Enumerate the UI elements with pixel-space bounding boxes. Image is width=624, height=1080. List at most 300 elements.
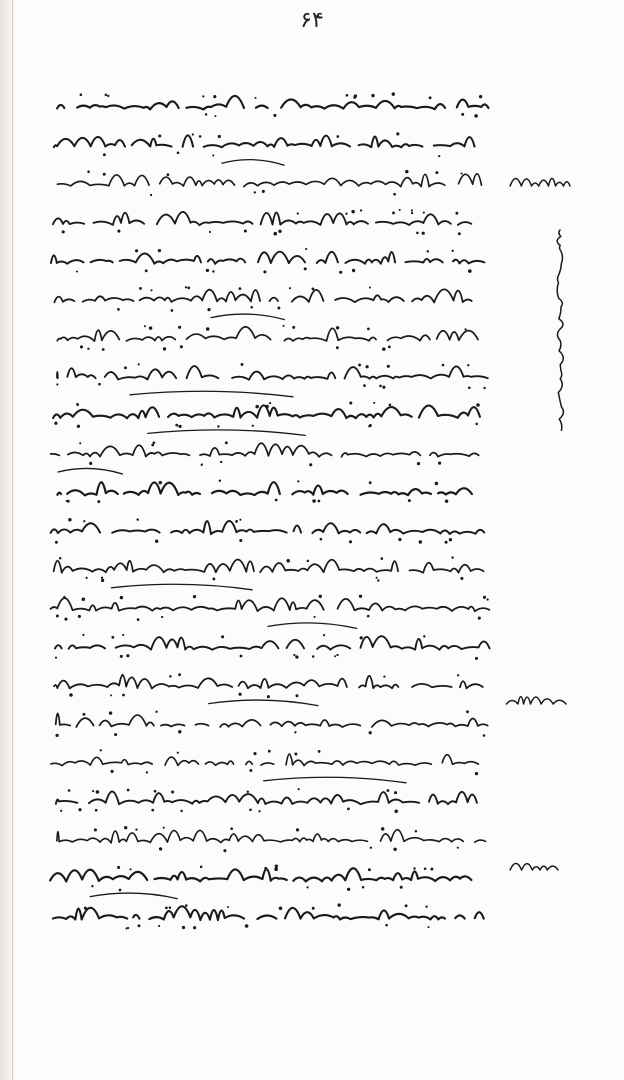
script-line — [51, 252, 484, 264]
diacritic-dot — [109, 711, 112, 714]
diacritic-dot — [295, 655, 298, 658]
diacritic-dot — [151, 809, 154, 812]
diacritic-dot — [286, 559, 290, 563]
diacritic-dot — [466, 710, 469, 713]
diacritic-dot — [394, 791, 397, 794]
script-line — [56, 792, 477, 805]
diacritic-dot — [213, 95, 216, 98]
diacritic-dot — [98, 383, 101, 386]
script-line — [54, 675, 483, 688]
diacritic-dot — [100, 749, 102, 751]
diacritic-dot — [127, 789, 130, 792]
diacritic-dot — [373, 402, 375, 404]
diacritic-dot — [177, 151, 180, 154]
diacritic-dot — [95, 809, 98, 812]
diacritic-dot — [336, 346, 339, 349]
script-line — [51, 521, 485, 534]
diacritic-dot — [388, 346, 391, 349]
diacritic-dot — [360, 209, 362, 211]
diacritic-dot — [239, 539, 242, 542]
diacritic-dot — [177, 752, 179, 754]
diacritic-dot — [127, 927, 129, 929]
diacritic-dot — [96, 790, 99, 793]
diacritic-dot — [468, 387, 471, 390]
diacritic-dot — [275, 499, 278, 502]
diacritic-dot — [268, 750, 271, 753]
diacritic-dot — [227, 906, 229, 908]
script-line — [57, 366, 488, 380]
diacritic-dot — [339, 271, 342, 274]
diacritic-dot — [151, 444, 154, 447]
diacritic-dot — [392, 92, 395, 95]
diacritic-dot — [135, 828, 137, 830]
diacritic-dot — [206, 327, 210, 331]
diacritic-dot — [318, 750, 321, 753]
diacritic-dot — [419, 540, 422, 543]
diacritic-dot — [292, 326, 295, 329]
diacritic-dot — [150, 194, 152, 196]
diacritic-dot — [334, 655, 336, 657]
diacritic-dot — [283, 325, 285, 327]
diacritic-dot — [265, 405, 268, 408]
diacritic-dot — [239, 287, 242, 290]
diacritic-dot — [360, 636, 363, 639]
diacritic-dot — [158, 134, 161, 137]
diacritic-dot — [427, 250, 429, 252]
diacritic-dot — [212, 270, 214, 272]
diacritic-dot — [244, 229, 247, 232]
diacritic-dot — [76, 403, 79, 406]
diacritic-dot — [91, 885, 93, 887]
diacritic-dot — [180, 345, 183, 348]
diacritic-dot — [460, 172, 462, 174]
diacritic-dot — [413, 867, 415, 869]
diacritic-dot — [475, 772, 478, 775]
diacritic-dot — [239, 519, 241, 521]
diacritic-dot — [411, 209, 413, 211]
diacritic-dot — [178, 673, 181, 676]
diacritic-dot — [269, 402, 271, 404]
diacritic-dot — [163, 347, 166, 350]
diacritic-dot — [368, 425, 370, 427]
diacritic-dot — [274, 867, 278, 871]
diacritic-dot — [393, 193, 396, 196]
diacritic-dot — [178, 730, 182, 734]
diacritic-dot — [212, 154, 214, 156]
diacritic-dot — [416, 232, 419, 235]
diacritic-dot — [369, 731, 372, 734]
diacritic-dot — [122, 694, 125, 697]
diacritic-dot — [422, 232, 425, 235]
diacritic-dot — [120, 596, 123, 599]
diacritic-dot — [82, 634, 84, 636]
diacritic-dot — [155, 711, 157, 713]
margin-note — [510, 863, 558, 870]
diacritic-dot — [467, 364, 469, 366]
diacritic-dot — [458, 232, 461, 235]
diacritic-dot — [262, 190, 265, 193]
diacritic-dot — [423, 212, 425, 214]
diacritic-dot — [479, 95, 482, 98]
script-line — [57, 96, 488, 110]
diacritic-dot — [68, 518, 72, 522]
script-line — [57, 174, 481, 187]
diacritic-dot — [209, 231, 211, 233]
diacritic-dot — [347, 808, 350, 811]
diacritic-dot — [146, 771, 148, 773]
diacritic-dot — [305, 248, 307, 250]
diacritic-dot — [241, 363, 244, 366]
diacritic-dot — [319, 595, 322, 598]
diacritic-dot — [430, 868, 433, 871]
diacritic-dot — [212, 577, 215, 580]
diacritic-dot — [121, 674, 123, 676]
diacritic-dot — [304, 267, 307, 270]
diacritic-dot — [87, 170, 90, 173]
diacritic-dot — [460, 577, 463, 580]
diacritic-dot — [277, 307, 280, 310]
diacritic-dot — [289, 287, 291, 289]
diacritic-dot — [124, 366, 127, 369]
diacritic-dot — [457, 674, 459, 676]
diacritic-dot — [180, 810, 182, 812]
diacritic-dot — [275, 864, 278, 867]
diacritic-dot — [254, 191, 256, 193]
diacritic-dot — [362, 886, 365, 889]
diacritic-dot — [86, 577, 88, 579]
diacritic-dot — [193, 926, 196, 929]
diacritic-dot — [54, 422, 57, 425]
diacritic-dot — [417, 462, 420, 465]
diacritic-dot — [478, 617, 481, 620]
diacritic-dot — [55, 541, 58, 544]
diacritic-dot — [221, 635, 224, 638]
diacritic-dot — [158, 925, 160, 927]
diacritic-dot — [396, 132, 399, 135]
diacritic-dot — [323, 634, 325, 636]
diacritic-dot — [445, 541, 448, 544]
diacritic-dot — [161, 616, 163, 618]
diacritic-dot — [468, 269, 472, 273]
script-line — [51, 598, 490, 611]
diacritic-dot — [55, 734, 58, 737]
diacritic-dot — [83, 520, 85, 522]
diacritic-dot — [445, 499, 448, 502]
diacritic-dot — [105, 94, 108, 97]
margin-note — [510, 178, 570, 186]
margin-annotations — [507, 178, 570, 870]
diacritic-dot — [385, 924, 388, 927]
diacritic-dot — [63, 596, 65, 598]
diacritic-dot — [158, 249, 161, 252]
diacritic-dot — [64, 618, 67, 621]
diacritic-dot — [101, 579, 104, 582]
diacritic-dot — [367, 328, 370, 331]
script-line — [55, 636, 490, 650]
diacritic-dot — [207, 308, 210, 311]
diacritic-dot — [449, 538, 452, 541]
diacritic-dot — [486, 598, 488, 600]
diacritic-dot — [452, 250, 454, 252]
diacritic-dot — [298, 788, 300, 790]
diacritic-dot — [425, 906, 427, 908]
diacritic-dot — [337, 903, 340, 906]
diacritic-dot — [307, 886, 309, 888]
diacritic-dot — [387, 365, 390, 368]
diacritic-dot — [76, 270, 78, 272]
diacritic-dot — [178, 425, 181, 428]
diacritic-dot — [59, 557, 62, 560]
diacritic-dot — [120, 655, 123, 658]
diacritic-dot — [87, 348, 89, 350]
overline-stroke — [211, 314, 284, 320]
diacritic-dot — [423, 635, 425, 637]
diacritic-dot — [294, 752, 297, 755]
diacritic-dot — [78, 615, 81, 618]
diacritic-dot — [165, 907, 168, 910]
diacritic-dot — [461, 113, 464, 116]
diacritic-dot — [455, 212, 458, 215]
diacritic-dot — [201, 463, 203, 465]
diacritic-dot — [408, 499, 411, 502]
diacritic-dot — [352, 269, 355, 272]
diacritic-dot — [297, 480, 299, 482]
diacritic-dot — [475, 423, 478, 426]
overline-stroke — [111, 584, 252, 590]
script-line — [41, 212, 471, 225]
diacritic-dot — [483, 596, 486, 599]
diacritic-dot — [66, 500, 68, 502]
diacritic-dot — [475, 657, 478, 660]
diacritic-dot — [130, 868, 132, 870]
diacritic-dot — [314, 616, 316, 618]
diacritic-dot — [369, 481, 372, 484]
diacritic-dot — [117, 866, 120, 869]
diacritic-dot — [175, 424, 178, 427]
diacritic-dot — [392, 211, 395, 214]
script-line — [51, 443, 479, 457]
diacritic-dot — [429, 96, 432, 99]
diacritic-dot — [318, 500, 321, 503]
diacritic-dot — [279, 907, 283, 911]
diacritic-dot — [394, 810, 398, 814]
script-line — [51, 754, 479, 766]
diacritic-dot — [145, 269, 148, 272]
diacritic-dot — [435, 171, 438, 174]
diacritic-dot — [336, 326, 339, 329]
diacritic-dot — [149, 326, 152, 329]
diacritic-dot — [349, 540, 352, 543]
script-line — [45, 135, 475, 147]
diacritic-dot — [185, 904, 188, 907]
diacritic-dot — [293, 654, 295, 656]
diacritic-dot — [249, 769, 252, 772]
diacritic-dot — [84, 907, 87, 910]
diacritic-dot — [111, 636, 114, 639]
overline-stroke — [222, 160, 284, 166]
diacritic-dot — [312, 499, 316, 503]
diacritic-dot — [365, 365, 368, 368]
diacritic-dot — [451, 556, 453, 558]
diacritic-dot — [379, 385, 382, 388]
diacritic-dot — [56, 615, 59, 618]
diacritic-dot — [254, 97, 256, 99]
diacritic-dot — [435, 482, 438, 485]
diacritic-dot — [193, 595, 196, 598]
diacritic-dot — [144, 325, 146, 327]
diacritic-dot — [102, 348, 105, 351]
diacritic-dot — [249, 808, 252, 811]
overline-stroke — [268, 623, 357, 629]
diacritic-dot — [55, 657, 57, 659]
diacritic-dot — [124, 826, 127, 829]
page-number: ۶۴ — [300, 8, 324, 33]
diacritic-dot — [110, 694, 112, 696]
diacritic-dot — [150, 289, 152, 291]
diacritic-dot — [370, 847, 372, 849]
diacritic-dot — [424, 868, 427, 871]
diacritic-dot — [380, 557, 383, 560]
diacritic-dot — [205, 113, 207, 115]
diacritic-dot — [405, 170, 408, 173]
diacritic-dot — [185, 286, 187, 288]
diacritic-dot — [103, 173, 106, 176]
diacritic-dot — [154, 790, 157, 793]
diacritic-dot — [238, 693, 241, 696]
diacritic-dot — [214, 115, 216, 117]
diacritic-dot — [297, 212, 299, 214]
diacritic-dot — [171, 790, 174, 793]
diacritic-dot — [263, 270, 266, 273]
diacritic-dot — [371, 94, 374, 97]
diacritic-dot — [136, 518, 138, 520]
diacritic-dot — [220, 461, 222, 463]
diacritic-dot — [69, 693, 73, 697]
diacritic-dot — [474, 114, 478, 118]
diacritic-dot — [377, 579, 379, 581]
diacritic-dot — [119, 889, 122, 892]
diacritic-dot — [117, 230, 120, 233]
diacritic-dot — [294, 731, 296, 733]
diacritic-dot — [255, 405, 259, 409]
diacritic-dot — [398, 538, 401, 541]
diacritic-dot — [155, 540, 158, 543]
diacritic-dot — [351, 210, 355, 214]
diacritic-dot — [368, 868, 371, 871]
diacritic-dot — [278, 230, 281, 233]
diacritic-dot — [483, 387, 485, 389]
diacritic-dot — [240, 655, 243, 658]
diacritic-dot — [82, 598, 86, 602]
script-line — [56, 713, 488, 727]
diacritic-dot — [389, 403, 392, 406]
overline-stroke — [130, 391, 293, 397]
diacritic-dot — [235, 520, 238, 523]
diacritic-dot — [122, 634, 124, 636]
diacritic-dot — [309, 463, 312, 466]
diacritic-dot — [376, 577, 378, 579]
diacritic-dot — [295, 694, 298, 697]
diacritic-dot — [345, 213, 347, 215]
diacritic-dot — [267, 695, 270, 698]
diacritic-dot — [199, 135, 202, 138]
diacritic-dot — [182, 926, 185, 929]
diacritic-dot — [253, 752, 256, 755]
diacritic-dot — [80, 93, 83, 96]
overline-stroke — [90, 893, 177, 899]
diacritic-dot — [92, 790, 94, 792]
diacritic-dot — [169, 906, 172, 909]
diacritic-dot — [153, 441, 156, 444]
diacritic-dot — [442, 364, 445, 367]
diacritic-dot — [89, 462, 92, 465]
diacritic-dot — [79, 442, 81, 444]
diacritic-dot — [336, 654, 338, 656]
diacritic-dot — [393, 848, 396, 851]
diacritic-dot — [438, 155, 440, 157]
diacritic-dot — [137, 618, 140, 621]
diacritic-dot — [347, 888, 350, 891]
diacritic-dot — [274, 232, 278, 236]
script-line — [57, 830, 486, 843]
overline-stroke — [264, 777, 406, 783]
diacritic-dot — [117, 308, 120, 311]
diacritic-dot — [230, 827, 233, 830]
diacritic-dot — [101, 577, 103, 579]
diacritic-dot — [178, 326, 181, 329]
diacritic-dot — [400, 886, 403, 889]
diacritic-dot — [381, 827, 385, 831]
diacritic-dot — [169, 675, 172, 678]
diacritic-dot — [97, 500, 100, 503]
diacritic-dot — [307, 560, 310, 563]
diacritic-dot — [311, 287, 314, 290]
diacritic-dot — [138, 363, 140, 365]
diacritic-dot — [219, 479, 221, 481]
diacritic-dot — [273, 114, 276, 117]
diacritic-dot — [245, 924, 249, 928]
script-line — [57, 482, 472, 495]
diacritic-dot — [358, 363, 361, 366]
diacritic-dot — [163, 827, 165, 829]
overline-stroke — [58, 468, 123, 474]
diacritic-dot — [415, 830, 417, 832]
diacritic-dot — [346, 94, 349, 97]
diacritic-dot — [464, 328, 466, 330]
diacritic-dot — [386, 789, 389, 792]
diacritic-dot — [264, 867, 267, 870]
script-line — [50, 868, 471, 881]
script-line — [57, 327, 478, 341]
diacritic-dot — [135, 249, 138, 252]
diacritic-dot — [258, 810, 260, 812]
diacritic-dot — [457, 847, 459, 849]
diacritic-dot — [336, 135, 339, 138]
diacritic-dot — [405, 904, 408, 907]
margin-note — [557, 230, 563, 430]
diacritic-dot — [369, 286, 371, 288]
diacritic-dot — [217, 425, 219, 427]
diacritic-dot — [68, 789, 71, 792]
diacritic-dot — [126, 654, 129, 657]
diacritic-dot — [247, 790, 249, 792]
script-line — [54, 289, 471, 302]
diacritic-dot — [349, 401, 352, 404]
diacritic-dot — [427, 926, 429, 928]
diacritic-dot — [80, 345, 83, 348]
diacritic-dot — [476, 403, 480, 407]
diacritic-dot — [114, 733, 117, 736]
